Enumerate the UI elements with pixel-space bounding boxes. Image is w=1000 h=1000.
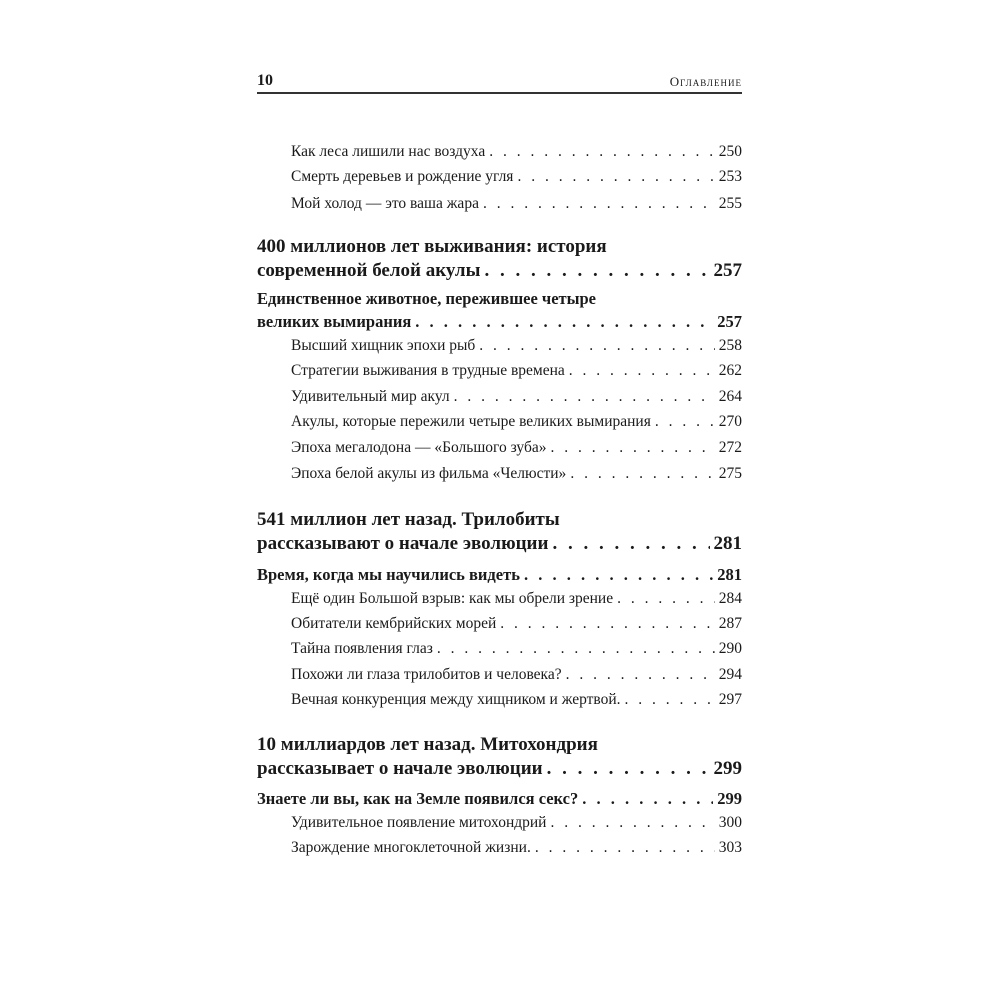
running-title: Оглавление <box>669 74 742 89</box>
toc-page-number: 258 <box>718 337 742 354</box>
toc-entry-title: Как леса лишили нас воздуха <box>291 143 486 160</box>
toc-page-number: 257 <box>717 312 742 331</box>
leader-dots <box>655 413 715 431</box>
toc-page-number: 264 <box>718 388 742 405</box>
toc-subsection <box>291 143 742 161</box>
toc-page-number: 294 <box>718 666 742 683</box>
leader-dots <box>551 439 715 457</box>
toc-page-number: 287 <box>718 615 742 632</box>
leader-dots <box>454 388 715 406</box>
toc-entry-title: Удивительный мир акул <box>291 388 450 405</box>
toc-entry-title: Зарождение многоклеточной жизни. <box>291 839 531 856</box>
toc-subsection <box>291 691 742 709</box>
toc-page-number: 270 <box>718 413 742 430</box>
leader-dots <box>517 168 714 186</box>
toc-page-number: 262 <box>718 362 742 379</box>
leader-dots <box>479 337 714 355</box>
toc-entry-title: Удивительное появление митохондрий <box>291 814 547 831</box>
toc-entry-title: Время, когда мы научились видеть <box>257 565 520 584</box>
toc-entry-title: Обитатели кембрийских морей <box>291 615 497 632</box>
toc-page-number: 250 <box>718 143 742 160</box>
toc-subsection <box>291 615 742 633</box>
toc-entry-title: Эпоха белой акулы из фильма «Челюсти» <box>291 465 567 482</box>
leader-dots <box>483 195 715 213</box>
toc-subsection <box>291 640 742 658</box>
toc-section <box>257 312 742 332</box>
toc-chapter <box>257 509 742 531</box>
leader-dots <box>484 260 709 282</box>
leader-dots <box>617 590 715 608</box>
toc-chapter <box>257 533 742 555</box>
toc-subsection <box>291 337 742 355</box>
toc-section <box>257 289 742 309</box>
toc-subsection <box>291 839 742 857</box>
toc-page-number: 303 <box>718 839 742 856</box>
toc-entry-title: Стратегии выживания в трудные времена <box>291 362 565 379</box>
toc-page-number: 253 <box>718 168 742 185</box>
toc-page-number: 257 <box>713 260 742 281</box>
toc-subsection <box>291 814 742 832</box>
toc-chapter <box>257 734 742 756</box>
leader-dots <box>547 758 710 780</box>
leader-dots <box>550 814 714 832</box>
leader-dots <box>566 666 715 684</box>
toc-entry-title: рассказывают о начале эволюции <box>257 533 549 554</box>
toc-page-number: 284 <box>718 590 742 607</box>
toc-subsection <box>291 195 742 213</box>
toc-entry-title: 400 миллионов лет выживания: история <box>257 236 607 257</box>
toc-section <box>257 789 742 809</box>
leader-dots <box>625 691 715 709</box>
toc-page-number: 255 <box>718 195 742 212</box>
toc-chapter <box>257 758 742 780</box>
toc-page-number: 300 <box>718 814 742 831</box>
toc-page-number: 275 <box>718 465 742 482</box>
toc-page-number: 297 <box>718 691 742 708</box>
leader-dots <box>535 839 715 857</box>
toc-subsection <box>291 590 742 608</box>
toc-entry-title: современной белой акулы <box>257 260 481 281</box>
toc-entry-title: Акулы, которые пережили четыре великих вымирания <box>291 413 651 430</box>
leader-dots <box>570 465 714 483</box>
leader-dots <box>552 533 709 555</box>
toc-entry-title: Мой холод — это ваша жара <box>291 195 479 212</box>
toc-subsection <box>291 465 742 483</box>
leader-dots <box>489 143 715 161</box>
page-number: 10 <box>257 72 273 89</box>
toc-subsection <box>291 362 742 380</box>
toc-page-number: 299 <box>713 758 742 779</box>
toc-entry-title: Смерть деревьев и рождение угля <box>291 168 514 185</box>
toc-subsection <box>291 439 742 457</box>
toc-entry-title: 10 миллиардов лет назад. Митохондрия <box>257 734 598 755</box>
leader-dots <box>569 362 715 380</box>
toc-entry-title: Похожи ли глаза трилобитов и человека? <box>291 666 562 683</box>
toc-subsection <box>291 413 742 431</box>
toc-chapter <box>257 236 742 258</box>
toc-entry-title: Вечная конкуренция между хищником и жертвой. <box>291 691 621 708</box>
running-header <box>257 72 742 94</box>
toc-page-number: 299 <box>717 789 742 808</box>
toc-entry-title: Ещё один Большой взрыв: как мы обрели зрение <box>291 590 614 607</box>
toc-entry-title: рассказывает о начале эволюции <box>257 758 543 779</box>
toc-page-number: 281 <box>713 533 742 554</box>
toc-entry-title: Знаете ли вы, как на Земле появился секс? <box>257 789 579 808</box>
toc-entry-title: Эпоха мегалодона — «Большого зуба» <box>291 439 547 456</box>
toc-page-number: 281 <box>717 565 742 584</box>
toc-section <box>257 565 742 585</box>
toc-page-number: 290 <box>718 640 742 657</box>
leader-dots <box>500 615 715 633</box>
toc-page-number: 272 <box>718 439 742 456</box>
toc-entry-title: Единственное животное, пережившее четыре <box>257 289 597 308</box>
toc-chapter <box>257 260 742 282</box>
toc-entry-title: 541 миллион лет назад. Трилобиты <box>257 509 560 530</box>
leader-dots <box>524 565 713 585</box>
leader-dots <box>582 789 713 809</box>
toc-subsection <box>291 168 742 186</box>
toc-subsection <box>291 388 742 406</box>
leader-dots <box>437 640 715 658</box>
toc-entry-title: Высший хищник эпохи рыб <box>291 337 476 354</box>
toc-subsection <box>291 666 742 684</box>
leader-dots <box>415 312 713 332</box>
toc-entry-title: великих вымирания <box>257 312 412 331</box>
toc-entry-title: Тайна появления глаз <box>291 640 433 657</box>
